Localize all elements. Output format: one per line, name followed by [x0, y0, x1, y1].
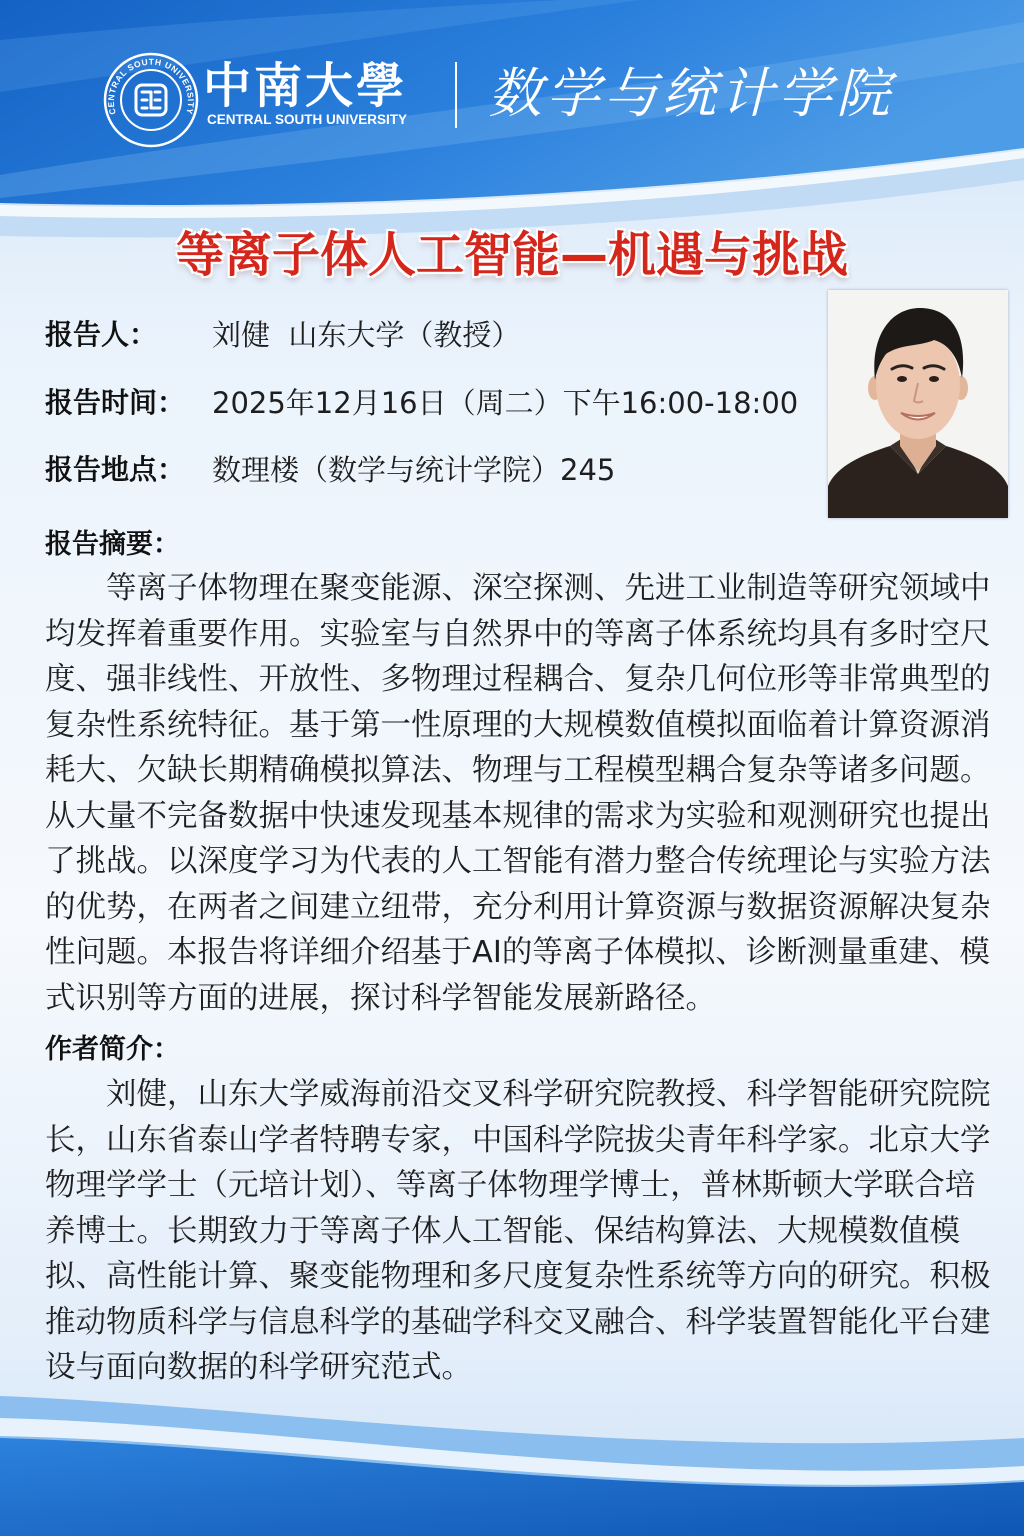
bio-paragraph: [45, 1072, 1020, 1391]
speaker-photo: [828, 290, 1008, 518]
university-name-en: CENTRAL SOUTH UNIVERSITY: [207, 112, 408, 127]
school-name: 数学与统计学院: [488, 62, 894, 125]
bio-line: 物理学学士（元培计划）、等离子体物理学博士，普林斯顿大学联合培: [45, 1168, 976, 1203]
abstract-heading: 报告摘要：: [45, 529, 180, 560]
bio-heading: 作者简介：: [45, 1034, 180, 1065]
bio-line: 养博士。长期致力于等离子体人工智能、保结构算法、大规模数值模: [45, 1213, 960, 1249]
bio-line: 设与面向数据的科学研究范式。: [45, 1350, 472, 1385]
university-name-cn: 中南大學: [203, 58, 408, 114]
abstract-line: 了挑战。以深度学习为代表的人工智能有潜力整合传统理论与实验方法: [45, 844, 991, 879]
abstract-line: 式识别等方面的进展，探讨科学智能发展新路径。: [45, 980, 716, 1016]
lecture-title: 等离子体人工智能—机遇与挑战: [175, 227, 848, 283]
abstract-line: 等离子体物理在聚变能源、深空探测、先进工业制造等研究领域中: [106, 571, 991, 606]
info-value: 2025年12月16日（周二）下午16:00-18:00: [212, 386, 799, 420]
info-value: 刘健 山东大学（教授）: [212, 318, 521, 352]
abstract-line: 复杂性系统特征。基于第一性原理的大规模数值模拟面临着计算资源消: [45, 707, 991, 743]
abstract-line: 从大量不完备数据中快速发现基本规律的需求为实验和观测研究也提出: [45, 798, 991, 834]
bio-line: 推动物质科学与信息科学的基础学科交叉融合、科学装置智能化平台建: [45, 1304, 991, 1340]
abstract-paragraph: [45, 566, 1020, 1021]
logo-ring-text: CENTRAL SOUTH UNIVERSITY: [105, 56, 197, 116]
header-divider: [455, 62, 457, 128]
abstract-line: 度、强非线性、开放性、多物理过程耦合、复杂几何位形等非常典型的: [45, 662, 991, 697]
bio-line: 拟、高性能计算、聚变能物理和多尺度复杂性系统等方向的研究。积极: [45, 1259, 991, 1294]
bio-line: 长，山东省泰山学者特聘专家，中国科学院拔尖青年科学家。北京大学: [45, 1122, 991, 1158]
logo-emblem-icon: [136, 85, 166, 115]
abstract-line: 均发挥着重要作用。实验室与自然界中的等离子体系统均具有多时空尺: [45, 616, 991, 652]
abstract-line: 的优势，在两者之间建立纽带，充分利用计算资源与数据资源解决复杂: [45, 889, 991, 925]
abstract-line: 性问题。本报告将详细介绍基于AI的等离子体模拟、诊断测量重建、模: [45, 935, 990, 970]
info-label: 报告地点：: [45, 453, 186, 486]
info-label: 报告人：: [45, 318, 158, 351]
university-logo: [103, 52, 199, 148]
abstract-line: 耗大、欠缺长期精确模拟算法、物理与工程模型耦合复杂等诸多问题。: [45, 753, 991, 788]
bio-line: 刘健，山东大学威海前沿交叉科学研究院教授、科学智能研究院院: [106, 1077, 991, 1112]
info-value: 数理楼（数学与统计学院）245: [212, 453, 616, 487]
info-label: 报告时间：: [45, 386, 186, 419]
